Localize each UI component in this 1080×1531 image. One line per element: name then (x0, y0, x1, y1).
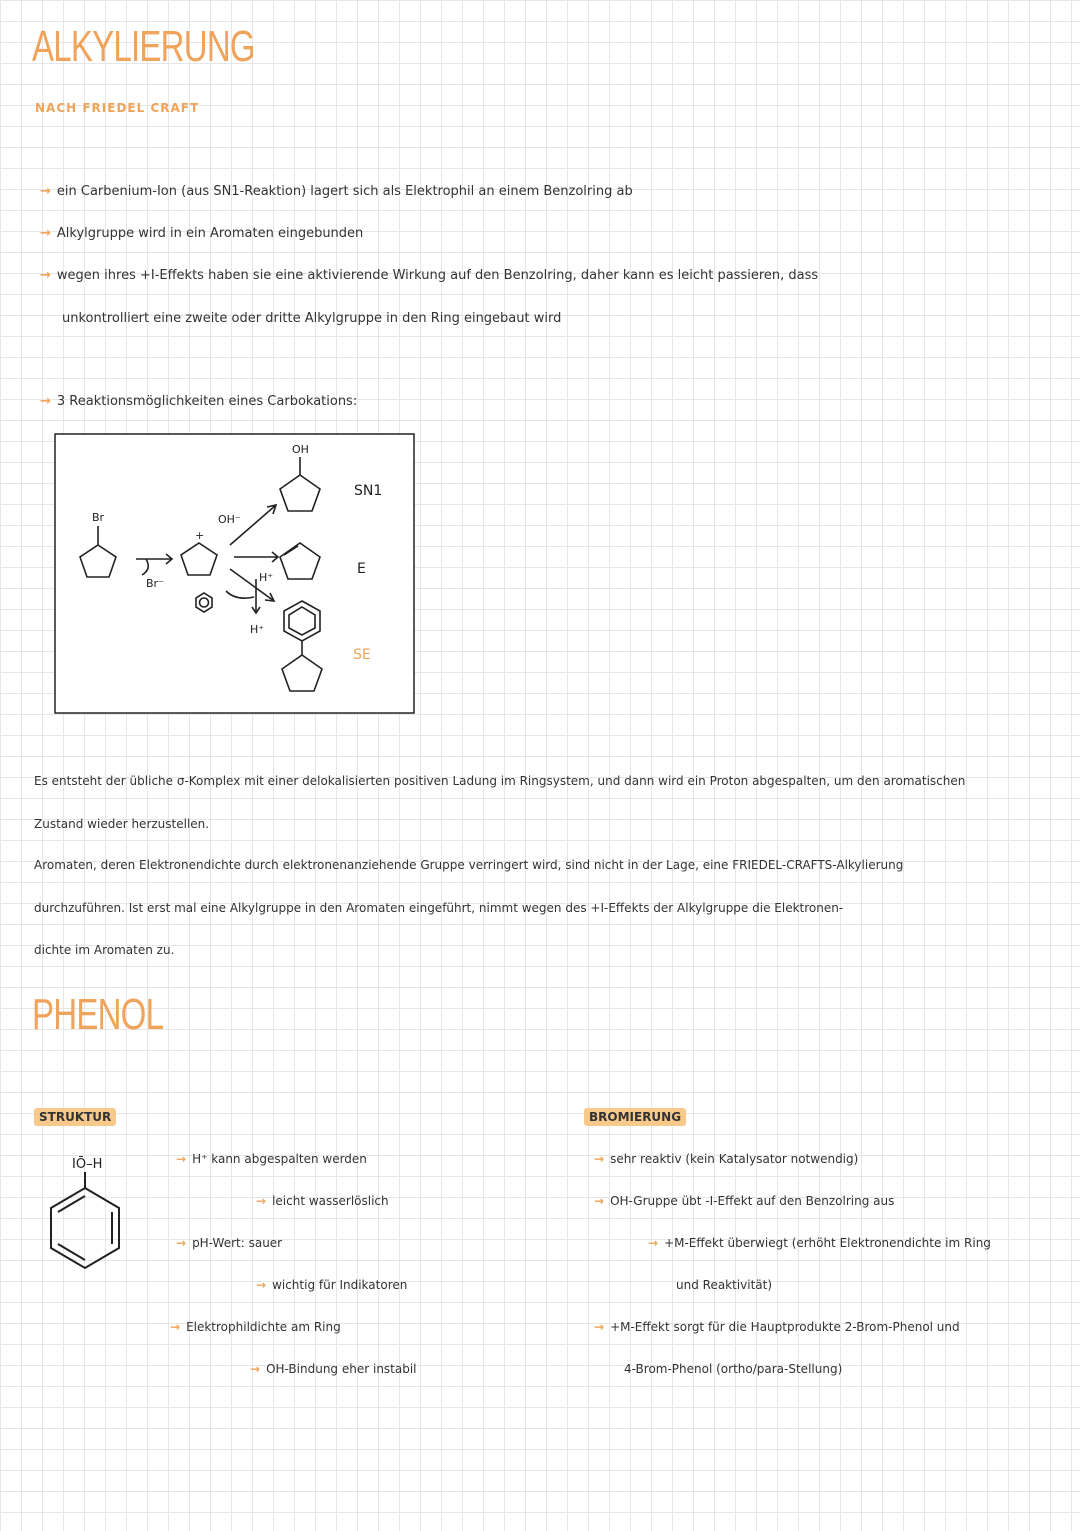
arrow-icon: → (594, 1152, 605, 1166)
arrow-icon: → (594, 1320, 605, 1334)
bullet-1: → ein Carbenium-Ion (aus SN1-Reaktion) lagert sich als Elektrophil an einem Benzolring ab (40, 184, 633, 199)
bromierung-item-4: → +M-Effekt sorgt für die Hauptprodukte 2-Brom-Phenol und (594, 1320, 960, 1334)
br-minus-label: Br⁻ (146, 577, 164, 590)
arrow-icon: → (594, 1194, 605, 1208)
phenol-structure (40, 1150, 140, 1280)
arrow-icon: → (176, 1152, 187, 1166)
h-plus-label-2: H⁺ (250, 623, 265, 636)
arrow-icon: → (40, 184, 51, 199)
arrow-icon: → (256, 1278, 267, 1292)
page-title: ALKYLIERUNG (32, 22, 255, 71)
label-se: SE (353, 647, 371, 663)
paragraph-2-line-2: durchzuführen. Ist erst mal eine Alkylgruppe in den Aromaten eingeführt, nimmt wegen des +I-Effekts der Alkylgruppe die Elektronen- (34, 901, 844, 915)
paragraph-2-line-3: dichte im Aromaten zu. (34, 943, 175, 957)
struktur-item-1: → H⁺ kann abgespalten werden (176, 1152, 367, 1166)
benzene-ring-icon (51, 1188, 119, 1268)
h-plus-label-1: H⁺ (259, 571, 274, 584)
bullet-3-continued: unkontrolliert eine zweite oder dritte Alkylgruppe in den Ring eingebaut wird (62, 311, 562, 326)
arrow-icon: → (170, 1320, 181, 1334)
arrow-icon: → (256, 1194, 267, 1208)
struktur-item-4: → wichtig für Indikatoren (256, 1278, 408, 1292)
br-label: Br (92, 511, 105, 524)
arrow-icon: → (40, 268, 51, 283)
bullet-2: → Alkylgruppe wird in ein Aromaten eingebunden (40, 226, 364, 241)
paragraph-1-line-2: Zustand wieder herzustellen. (34, 817, 210, 831)
oh-group-label: IŌ–H (72, 1157, 103, 1172)
struktur-item-2: → leicht wasserlöslich (256, 1194, 389, 1208)
arrow-icon: → (250, 1362, 261, 1376)
bromierung-item-2: → OH-Gruppe übt -I-Effekt auf den Benzolring aus (594, 1194, 895, 1208)
label-sn1: SN1 (354, 483, 383, 499)
section-title-phenol: PHENOL (32, 990, 164, 1039)
arrow-icon: → (40, 226, 51, 241)
arrow-icon: → (648, 1236, 659, 1250)
struktur-tag: STRUKTUR (34, 1108, 116, 1126)
plus-charge-label: + (195, 529, 205, 542)
struktur-item-5: → Elektrophildichte am Ring (170, 1320, 341, 1334)
struktur-item-3: → pH-Wert: sauer (176, 1236, 283, 1250)
bullet-3: → wegen ihres +I-Effekts haben sie eine aktivierende Wirkung auf den Benzolring, daher kann es leicht passieren, dass (40, 268, 819, 283)
bromierung-tag: BROMIERUNG (584, 1108, 686, 1126)
bromierung-item-3-continued: und Reaktivität) (676, 1278, 773, 1292)
bromierung-item-3: → +M-Effekt überwiegt (erhöht Elektronendichte im Ring (648, 1236, 991, 1250)
subtitle: NACH FRIEDEL CRAFT (35, 101, 200, 115)
bromierung-item-4-continued: 4-Brom-Phenol (ortho/para-Stellung) (624, 1362, 843, 1376)
oh-label: OH (292, 443, 309, 456)
reaction-diagram (54, 433, 416, 715)
arrow-icon: → (40, 394, 51, 409)
bromierung-item-1: → sehr reaktiv (kein Katalysator notwendig) (594, 1152, 859, 1166)
reaction-heading: → 3 Reaktionsmöglichkeiten eines Carbokations: (40, 394, 358, 409)
arrow-icon: → (176, 1236, 187, 1250)
label-e: E (357, 561, 366, 577)
paragraph-2-line-1: Aromaten, deren Elektronendichte durch elektronenanziehende Gruppe verringert wird, sind nicht in der Lage, eine FRIEDEL-CRAFTS-Alkylierung (34, 858, 904, 872)
oh-minus-label: OH⁻ (218, 513, 241, 526)
paragraph-1-line-1: Es entsteht der übliche σ-Komplex mit einer delokalisierten positiven Ladung im Ringsystem, und dann wird ein Proton abgespalten, um den aromatischen (34, 774, 966, 788)
struktur-item-6: → OH-Bindung eher instabil (250, 1362, 417, 1376)
